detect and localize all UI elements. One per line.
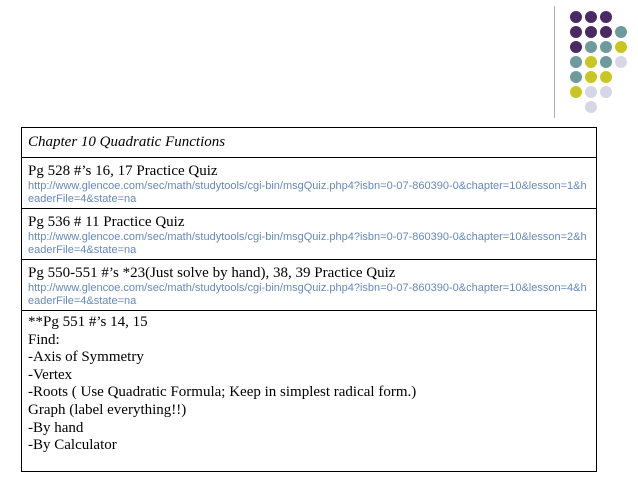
dot-icon <box>600 56 612 68</box>
table-row <box>22 128 596 157</box>
dot-icon <box>600 26 612 38</box>
dot-icon <box>570 41 582 53</box>
dot-icon <box>585 101 597 113</box>
dot-icon <box>600 71 612 83</box>
dot-icon <box>615 56 627 68</box>
page-title: Chapter 10 Quadratic Functions <box>28 134 226 150</box>
quiz-link[interactable]: http://www.glencoe.com/sec/math/studytools/cgi-bin/msgQuiz.php4?isbn=0-07-860390-0&chapter=10&lesson=2&headerFile=4&state=na <box>28 231 587 256</box>
quiz-link[interactable]: http://www.glencoe.com/sec/math/studytools/cgi-bin/msgQuiz.php4?isbn=0-07-860390-0&chapter=10&lesson=4&headerFile=4&state=na <box>28 282 587 307</box>
assignment-table <box>21 127 597 472</box>
dot-icon <box>585 26 597 38</box>
table-row <box>22 157 596 208</box>
dot-icon <box>600 86 612 98</box>
instruction-line: Find: <box>28 331 60 348</box>
dot-icon <box>570 86 582 98</box>
dot-icon <box>615 26 627 38</box>
decorative-dot-grid <box>554 6 638 118</box>
dot-icon <box>585 41 597 53</box>
assignment-heading: Pg 550-551 #’s *23(Just solve by hand), 38, 39 Practice Quiz <box>28 265 396 281</box>
dot-icon <box>615 41 627 53</box>
dot-icon <box>570 11 582 23</box>
table-row <box>22 259 596 310</box>
decorative-divider <box>554 6 555 118</box>
instruction-line: -By Calculator <box>28 437 117 454</box>
table-row <box>22 310 596 471</box>
instruction-line: -By hand <box>28 419 84 436</box>
table-row <box>22 208 596 259</box>
dot-icon <box>570 71 582 83</box>
instruction-line: -Vertex <box>28 366 73 383</box>
dot-icon <box>585 11 597 23</box>
assignment-heading: Pg 528 #’s 16, 17 Practice Quiz <box>28 163 218 179</box>
quiz-link[interactable]: http://www.glencoe.com/sec/math/studytools/cgi-bin/msgQuiz.php4?isbn=0-07-860390-0&chapter=10&lesson=1&headerFile=4&state=na <box>28 180 587 205</box>
assignment-heading: Pg 536 # 11 Practice Quiz <box>28 214 185 230</box>
instruction-line: -Roots ( Use Quadratic Formula; Keep in simplest radical form.) <box>28 384 417 401</box>
instruction-line: Graph (label everything!!) <box>28 401 187 418</box>
dot-icon <box>585 86 597 98</box>
dot-icon <box>600 11 612 23</box>
dot-icon <box>570 26 582 38</box>
dot-icon <box>600 41 612 53</box>
instruction-line: -Axis of Symmetry <box>28 349 144 366</box>
dot-icon <box>585 71 597 83</box>
dot-icon <box>570 56 582 68</box>
instruction-line: **Pg 551 #’s 14, 15 <box>28 314 148 330</box>
dot-icon <box>585 56 597 68</box>
